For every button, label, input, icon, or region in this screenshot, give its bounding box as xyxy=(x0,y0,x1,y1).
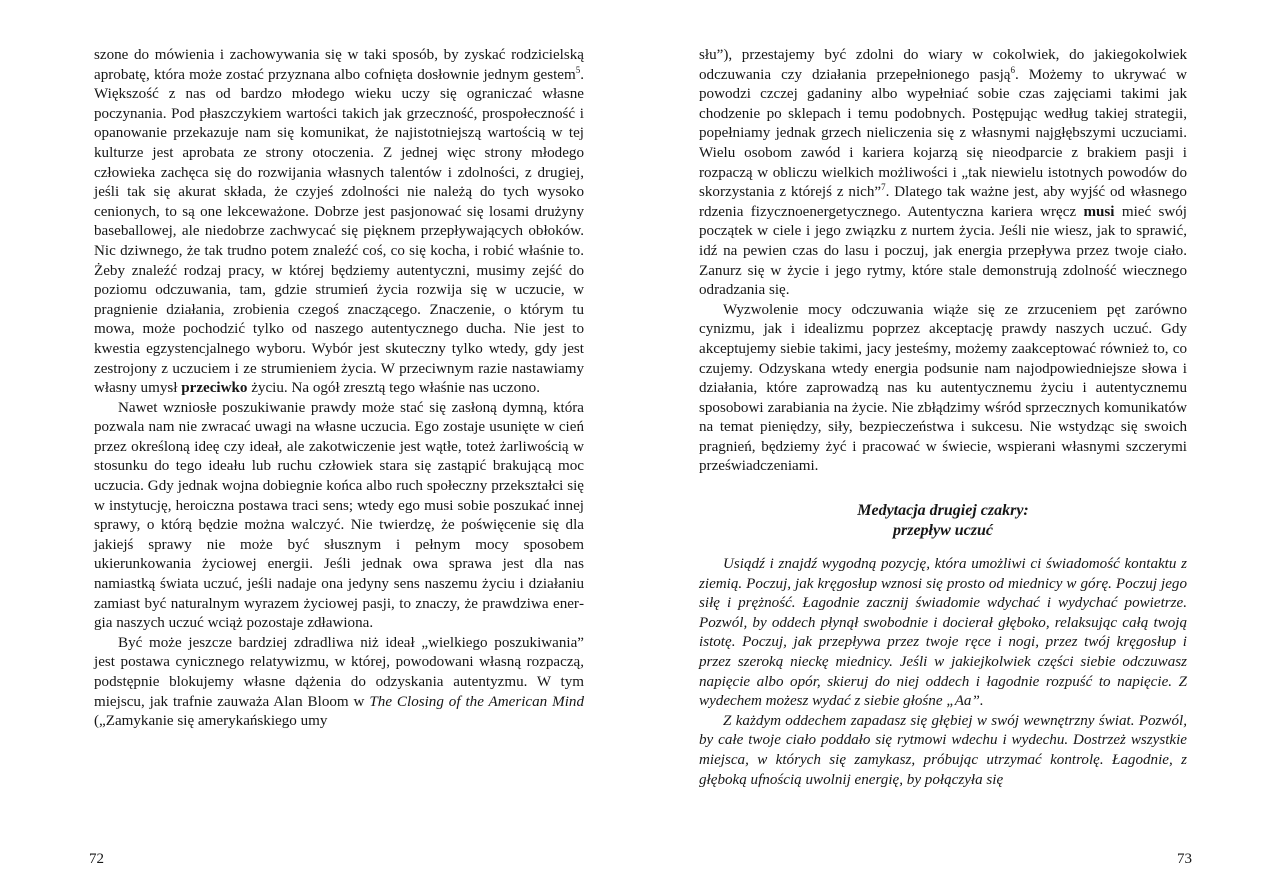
meditation-paragraph xyxy=(699,712,1187,790)
text-run: Być może jeszcze bardziej zdradliwa niż ideał „wielkiego poszukiwania” jest postawa cynicznego relatywizmu, w której, powodowani własną rozpaczą, podstępnie blokujemy własne dążenia do odzyskania autentyzmu. W tym miejscu, jak trafnie zauważa Alan Bloom w xyxy=(94,634,584,710)
text-run: . Dlatego tak ważne jest, aby wyjść od własnego rdzenia fizycznoenergetycznego. Autentyczna kariera wręcz xyxy=(699,184,1187,220)
text-run: („Zamykanie się amerykańskiego umy xyxy=(94,713,328,730)
text-run: szone do mówienia i zachowywania się w taki sposób, by zyskać rodzicielską aprobatę, która może zostać przyznana albo cofnięta dosłownie jednym gestem xyxy=(94,47,584,83)
emphasis-bold: przeciwko xyxy=(181,380,248,397)
heading-line: Medytacja drugiej czakry: xyxy=(857,502,1029,520)
footnote-ref: 6 xyxy=(1010,64,1015,75)
text-run: życiu. Na ogół zresztą tego właśnie nas uczono. xyxy=(247,380,540,397)
meditation-paragraph xyxy=(699,555,1187,712)
page-number: 73 xyxy=(1177,851,1192,867)
text-run: . Możemy to ukrywać w powodzi czczej gadaniny albo wypełniać sobie czas zajęciami takimi jak chodzenie po sklepach i temu podobnych. Postępując według takiej strategii, popełniamy jednak grzech nieliczenia się z własnymi najgłębszymi uczuciami. Wielu osobom zawód i kariera kojarzą się nieodparcie z brakiem pasji i rozpaczą w obliczu wielkich możliwości i „tak niewielu istotnych powodów do skorzystania z którejś z nich” xyxy=(699,66,1187,201)
text-run: Nawet wzniosłe poszukiwanie prawdy może stać się zasłoną dymną, która pozwala nam nie zwracać uwagi na własne uczucia. Ego zostaje usunięte w cień przez określoną ideę czy ideał, ale zakotwiczenie jest wątłe, toteż żarliwością w stosunku do tego ideału lub ruchu człowiek stara się zastąpić brakującą moc uczucia. Gdy jednak wojna dobiegnie końca albo ruch społeczny przekształci się w instytucję, heroiczna postawa traci sens; wtedy ego musi sobie poszukać innej sprawy, o którą będzie można walczyć. Nie twierdzę, że poświęcenie się dla jakiejś sprawy nie może być słusznym i pełnym mocy sposobem ukierunkowania życiowej energii. Jeśli jednak owa sprawa jest dla nas namiastką świata uczuć, jeśli nadaje ona jedyny sens naszemu życiu i działaniu zamiast być naturalnym wyrazem życiowej pasji, to znaczy, że prawdziwa energia naszych uczuć wciąż pozostaje zdławiona. xyxy=(94,399,584,632)
heading-line: przepływ uczuć xyxy=(893,522,993,540)
left-page xyxy=(0,0,631,893)
footnote-ref: 5 xyxy=(575,64,581,75)
paragraph xyxy=(94,634,584,732)
text-run: słu”), przestajemy być zdolni do wiary w cokolwiek, do jakiegokolwiek odczuwania czy działania przepełnionego pasją xyxy=(699,47,1187,83)
text-run: Z każdym oddechem zapadasz się głębiej w swój wewnętrzny świat. Pozwól, by całe twoje ciało poddało się rytmowi wdechu i wydechu. Dostrzeż wszystkie miejsca, w których się zamykasz, próbując utrzymać kontrolę. Łagodnie, z głęboką ufnością uwolnij energię, by połączyła się xyxy=(699,712,1187,788)
page-number: 72 xyxy=(89,851,104,867)
left-page-text xyxy=(94,46,584,732)
text-run: Usiądź i znajdź wygodną pozycję, która umożliwi ci świadomość kontaktu z ziemią. Poczuj, jak kręgosłup wznosi się prosto od miednicy w górę. Poczuj jego siłę i prężność. Łagodnie zacznij świadomie wdychać i wydychać powietrze. Pozwól, by oddech płynął swobodnie i docierał głęboko, relaksując całą twoją istotę. Poczuj, jak przepływa przez twoje ręce i nogi, przez twój kręgosłup i przez szeroką nieckę miednicy. Jeśli w jakiejkolwiek części siebie odczuwasz napięcie albo opór, skieruj do niej oddech i łagodnie rozpuść to napięcie. Z wydechem możesz wydać z siebie głośne „Aa”. xyxy=(699,556,1187,710)
paragraph xyxy=(699,46,1187,301)
right-page-text xyxy=(699,46,1187,790)
text-run: mieć swój początek w ciele i jego związku z nurtem życia. Jeśli nie wiesz, jak to sprawić, idź na pewien czas do lasu i poczuj, jak energia przepływa przez twoje ciało. Zanurz się w życie i jego rytmy, które stale demonstrują zdolność wiecznego odradzania się. xyxy=(699,203,1187,299)
section-heading xyxy=(699,501,1187,541)
book-title: The Closing of the American Mind xyxy=(369,693,584,710)
right-page xyxy=(632,0,1263,893)
paragraph xyxy=(699,301,1187,477)
footnote-ref: 7 xyxy=(881,182,886,193)
text-run: Wyzwolenie mocy odczuwania wiąże się ze zrzuceniem pęt zarówno cynizmu, jak i idealizmu poprzez akceptację prawdy naszych uczuć. Gdy akceptujemy siebie takimi, jacy jesteśmy, możemy zaakceptować również to, co czujemy. Odzyskana wtedy energia podsunie nam najodpowiedniejsze słowa i działania, które zaprowadzą nas ku autentycznemu życiu i autentycznemu sposobowi zarabiania na życie. Nie zbłądzimy wśród sprzecznych komunikatów na temat pieniędzy, siły, bezpieczeństwa i sukcesu. Nie wstydząc się swoich pragnień, będziemy żyć i pracować w świecie, wspierani własnymi szczerymi przeświadczeniami. xyxy=(699,301,1187,475)
emphasis-bold: musi xyxy=(1083,203,1115,220)
paragraph xyxy=(94,46,584,399)
paragraph xyxy=(94,399,584,634)
text-run: . Większość z nas od bardzo młodego wieku uczy się ograniczać własne poczynania. Pod płaszczykiem wartości takich jak grzeczność, prospołeczność i opanowanie przekazuje nam się komunikat, że najistotniejszą wartością w tej kulturze jest aprobata ze strony otoczenia. Z jednej więc strony młodego człowieka zachęca się do rozwijania własnych talentów i zdolności, z drugiej, jeśli tak się akurat składa, że czyjeś zdolności nie należą do tych wysoko cenionych, to są one lekceważone. Dobrze jest pasjonować się losami drużyny baseballowej, ale niedobrze zachwycać się pięknem przepływających obłoków. Nic dziwnego, że tak trudno potem znaleźć coś, co się kocha, i robić właśnie to. Żeby znaleźć rodzaj pracy, w której będziemy autentyczni, musimy zejść do poziomu odczuwania, tam, gdzie strumień życia rozwija się w uczucie, w pragnienie działania, zrobienia czegoś znaczącego. Znaczenie, o którym tu mowa, może pochodzić tylko od naszego autentycznego ducha. Nie jest to kwestia egzystencjalnego wyboru. Wybór jest skuteczny tylko wtedy, gdy jest zestrojony z uczuciem i ze strumieniem życia. W przeciwnym razie nastawiamy własny umysł xyxy=(94,66,584,397)
